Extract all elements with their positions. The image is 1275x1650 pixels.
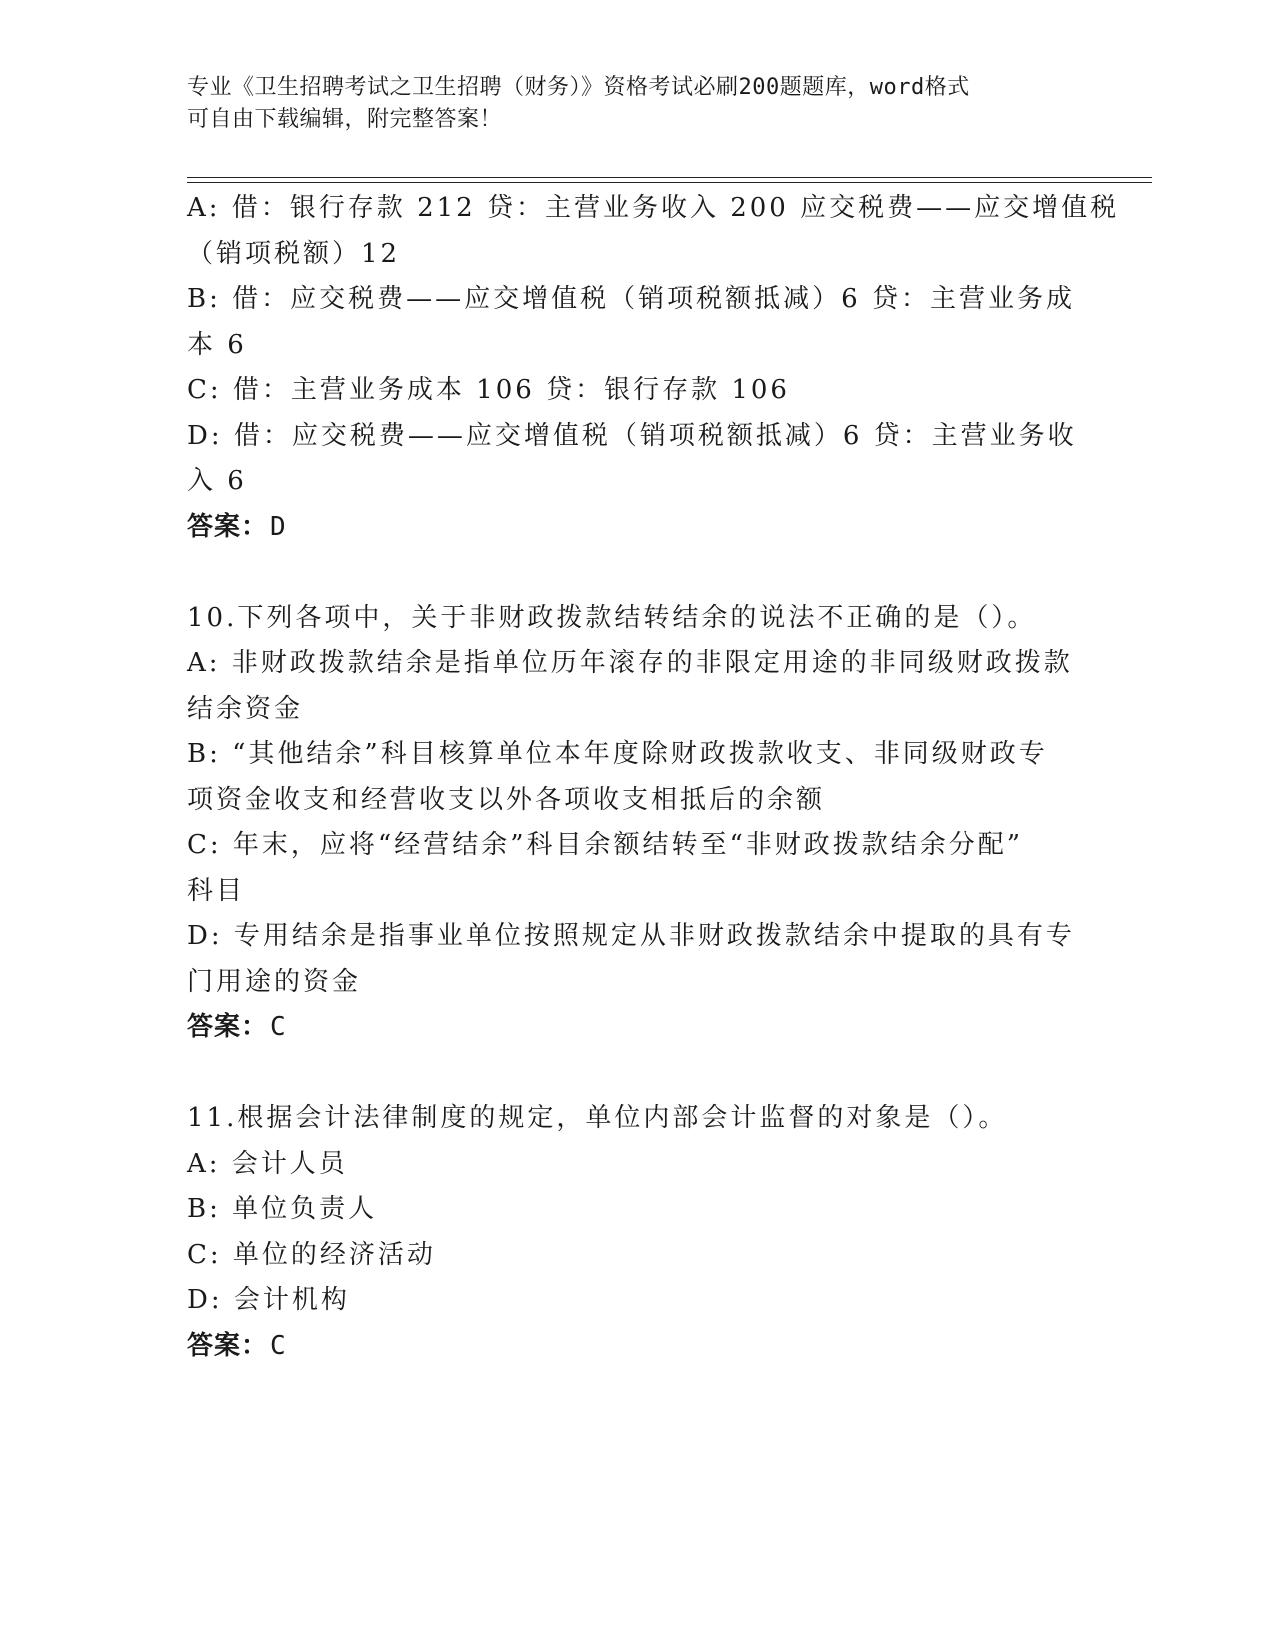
option-b: B: 单位负责人 [187,1194,378,1224]
option-a: A: 会计人员 [187,1148,348,1179]
option-c-continued: 科目 [187,875,246,906]
option-a: A: 借：银行存款 212 贷：主营业务收入 200 应交税费——应交增值税 [187,193,1120,223]
answer-value: C [270,1330,287,1361]
option-c: C: 年末，应将“经营结余”科目余额结转至“非财政拨款结余分配” [187,830,1024,860]
option-a-continued: （销项税额）12 [187,238,401,269]
answer-label: 答案： [187,511,269,542]
option-b-continued: 本 6 [187,329,247,360]
option-d: D: 专用结余是指事业单位按照规定从非财政拨款结余中提取的具有专 [187,921,1075,951]
answer [187,1005,1067,1051]
question-11 [187,1096,1067,1369]
header-line-1: 专业《卫生招聘考试之卫生招聘（财务）》资格考试必刷200题题库，word格式 [187,75,970,100]
option-d-continued: 入 6 [187,466,247,496]
answer-value: D [270,511,287,542]
question-text: 11.根据会计法律制度的规定，单位内部会计监督的对象是（）。 [187,1103,1008,1133]
answer [187,505,1067,551]
header-line-2: 可自由下载编辑，附完整答案！ [187,107,503,132]
answer [187,1324,1067,1370]
question-9 [187,186,1120,550]
answer-label: 答案： [187,1012,269,1042]
document-header [187,72,1067,136]
option-b-continued: 项资金收支和经营收支以外各项收支相抵后的余额 [187,784,826,815]
answer-value: C [270,1012,287,1042]
header-divider-top [187,177,1152,178]
option-d: D: 借：应交税费——应交增值税（销项税额抵减）6 贷：主营业务收 [187,420,1077,451]
option-a: A: 非财政拨款结余是指单位历年滚存的非限定用途的非同级财政拨款 [187,648,1073,678]
option-c: C: 单位的经济活动 [187,1239,436,1270]
option-d: D: 会计机构 [187,1285,350,1315]
option-d-continued: 门用途的资金 [187,966,362,997]
question-10 [187,596,1075,1051]
option-c: C: 借：主营业务成本 106 贷：银行存款 106 [187,375,790,405]
answer-label: 答案： [187,1330,269,1361]
question-list [187,186,1120,1369]
option-b: B: 借：应交税费——应交增值税（销项税额抵减）6 贷：主营业务成 [187,284,1075,314]
question-text: 10.下列各项中，关于非财政拨款结转结余的说法不正确的是（）。 [187,602,1037,633]
option-a-continued: 结余资金 [187,693,304,724]
option-b: B: “其他结余”科目核算单位本年度除财政拨款收支、非同级财政专 [187,739,1048,769]
spacer [187,1051,1067,1097]
header-divider-bottom [187,182,1152,183]
spacer [187,550,1067,596]
